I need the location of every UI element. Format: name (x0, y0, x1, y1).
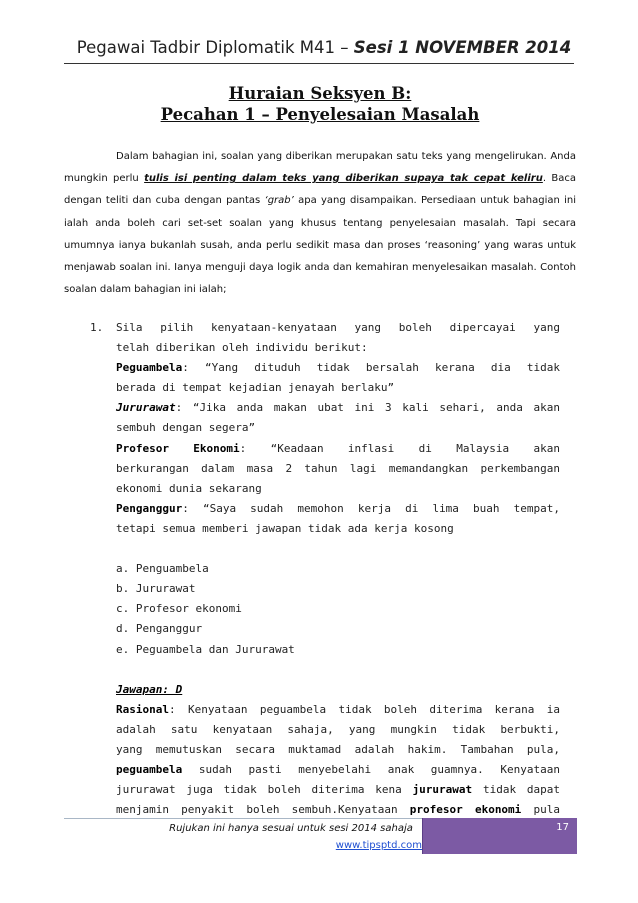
statement-peguambela-2: berada di tempat kejadian jenayah berlaku” (116, 381, 395, 395)
rasional-line-2: adalah satu kenyataan sahaja, yang mungkin tidak berbukti, (116, 722, 560, 736)
intro-grab: ‘grab’ (264, 195, 294, 207)
statement-profesor-3: ekonomi dunia sekarang (116, 481, 262, 495)
question-block (90, 318, 560, 820)
section-title: Huraian Seksyen B: (228, 84, 412, 103)
option-d: d. Penganggur (116, 622, 203, 636)
header-rule (64, 63, 574, 64)
page-number: 17 (556, 822, 569, 833)
statement-penganggur: Penganggur: “Saya sudah memohon kerja di lima buah tempat, (116, 501, 560, 515)
footer-note: Rujukan ini hanya sesuai untuk sesi 2014 sahaja (169, 823, 413, 834)
rasional-line-6: menjamin penyakit boleh sembuh.Kenyataan profesor ekonomi pula (116, 803, 560, 817)
intro-text-1: Dalam bahagian ini, soalan yang diberikan merupakan satu teks yang mengelirukan. Anda mungkin perlu (64, 151, 576, 185)
statement-jururawat-2: sembuh dengan segera” (116, 421, 256, 435)
intro-paragraph (64, 146, 576, 301)
option-c: c. Profesor ekonomi (116, 602, 242, 616)
statement-jururawat: Jururawat: “Jika anda makan ubat ini 3 kali sehari, anda akan (116, 401, 560, 415)
intro-emphasis: tulis isi penting dalam teks yang diberikan supaya tak cepat keliru (144, 173, 543, 185)
intro-text-2: . Baca dengan teliti dan cuba dengan pantas (64, 173, 576, 207)
option-b: b. Jururawat (116, 582, 196, 596)
statement-penganggur-2: tetapi semua memberi jawapan tidak ada kerja kosong (116, 521, 454, 535)
footer-divider (422, 818, 423, 854)
question-number: 1. (90, 321, 104, 334)
rasional-line-3: yang memutuskan secara muktamad adalah hakim. Tambahan pula, (116, 742, 560, 756)
question-stem-2: telah diberikan oleh individu berikut: (116, 341, 368, 355)
header-title: Pegawai Tadbir Diplomatik M41 – (76, 38, 354, 57)
statement-peguambela: Peguambela: “Yang dituduh tidak bersalah kerana dia tidak (116, 361, 560, 375)
header-session: Sesi 1 NOVEMBER 2014 (353, 38, 572, 57)
section-subtitle: Pecahan 1 – Penyelesaian Masalah (160, 105, 480, 124)
answer-label: Jawapan: D (116, 682, 183, 696)
option-a: a. Penguambela (116, 562, 209, 576)
footer-page-box (422, 818, 577, 854)
rasional-line-4: peguambela sudah pasti menyebelahi anak guamnya. Kenyataan (116, 763, 560, 777)
rasional-line-1: Rasional: Kenyataan peguambela tidak boleh diterima kerana ia (116, 702, 560, 716)
option-e: e. Peguambela dan Jururawat (116, 642, 295, 656)
intro-text-3: apa yang disampaikan. Persediaan untuk bahagian ini ialah anda boleh cari set-set soalan yang khusus tentang penyelesaian masalah. Tapi secara umumnya ianya bukanlah susah, anda perlu sedikit masa dan proses ‘reasoning’ yang waras untuk menjawab soalan ini. Ianya menguji daya logik anda dan kemahiran menyelesaikan masalah. Contoh soalan dalam bahagian ini ialah; (64, 195, 576, 296)
page-header (64, 38, 584, 57)
question-stem: 1. Sila pilih kenyataan-kenyataan yang boleh dipercayai yang (90, 318, 560, 338)
statement-profesor-2: berkurangan dalam masa 2 tahun lagi memandangkan perkembangan (116, 461, 560, 475)
rasional-line-5: jururawat juga tidak boleh diterima kena jururawat tidak dapat (116, 783, 560, 797)
footer-link[interactable]: www.tipsptd.com (335, 840, 422, 851)
statement-profesor: Profesor Ekonomi: “Keadaan inflasi di Malaysia akan (116, 441, 560, 455)
